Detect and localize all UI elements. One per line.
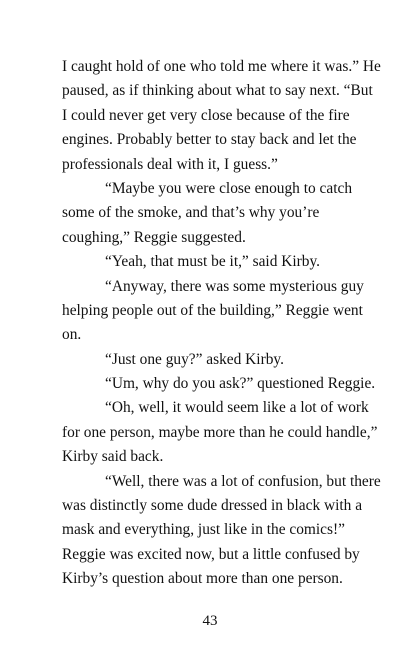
text-line: “Yeah, that must be it,” said Kirby. xyxy=(105,253,321,271)
text-line: coughing,” Reggie suggested. xyxy=(62,228,246,246)
text-line: “Um, why do you ask?” questioned Reggie. xyxy=(105,375,376,393)
text-line: was distinctly some dude dressed in black with a xyxy=(62,497,363,515)
text-line: “Anyway, there was some mysterious guy xyxy=(105,277,364,295)
text-line: I could never get very close because of the fire xyxy=(62,106,350,124)
text-line: “Just one guy?” asked Kirby. xyxy=(105,350,284,368)
text-line: “Maybe you were close enough to catch xyxy=(105,179,353,197)
text-line: paused, as if thinking about what to say next. “But xyxy=(62,82,373,100)
text-line: Reggie was excited now, but a little confused by xyxy=(62,545,360,563)
text-line: “Oh, well, it would seem like a lot of work xyxy=(105,399,369,417)
body-text xyxy=(62,55,381,592)
text-line: professionals deal with it, I guess.” xyxy=(62,155,278,173)
text-line: on. xyxy=(62,326,82,344)
text-line: Kirby said back. xyxy=(62,448,164,466)
text-line: “Well, there was a lot of confusion, but there xyxy=(105,472,381,490)
text-line: for one person, maybe more than he could handle,” xyxy=(62,423,378,441)
text-line: mask and everything, just like in the comics!” xyxy=(62,521,345,539)
text-line: engines. Probably better to stay back and let the xyxy=(62,131,357,149)
text-line: helping people out of the building,” Reggie went xyxy=(62,301,363,319)
page-number: 43 xyxy=(202,613,218,629)
text-line: I caught hold of one who told me where it was.” He xyxy=(62,58,381,75)
text-line: some of the smoke, and that’s why you’re xyxy=(62,204,320,222)
text-line: Kirby’s question about more than one person. xyxy=(62,570,343,588)
